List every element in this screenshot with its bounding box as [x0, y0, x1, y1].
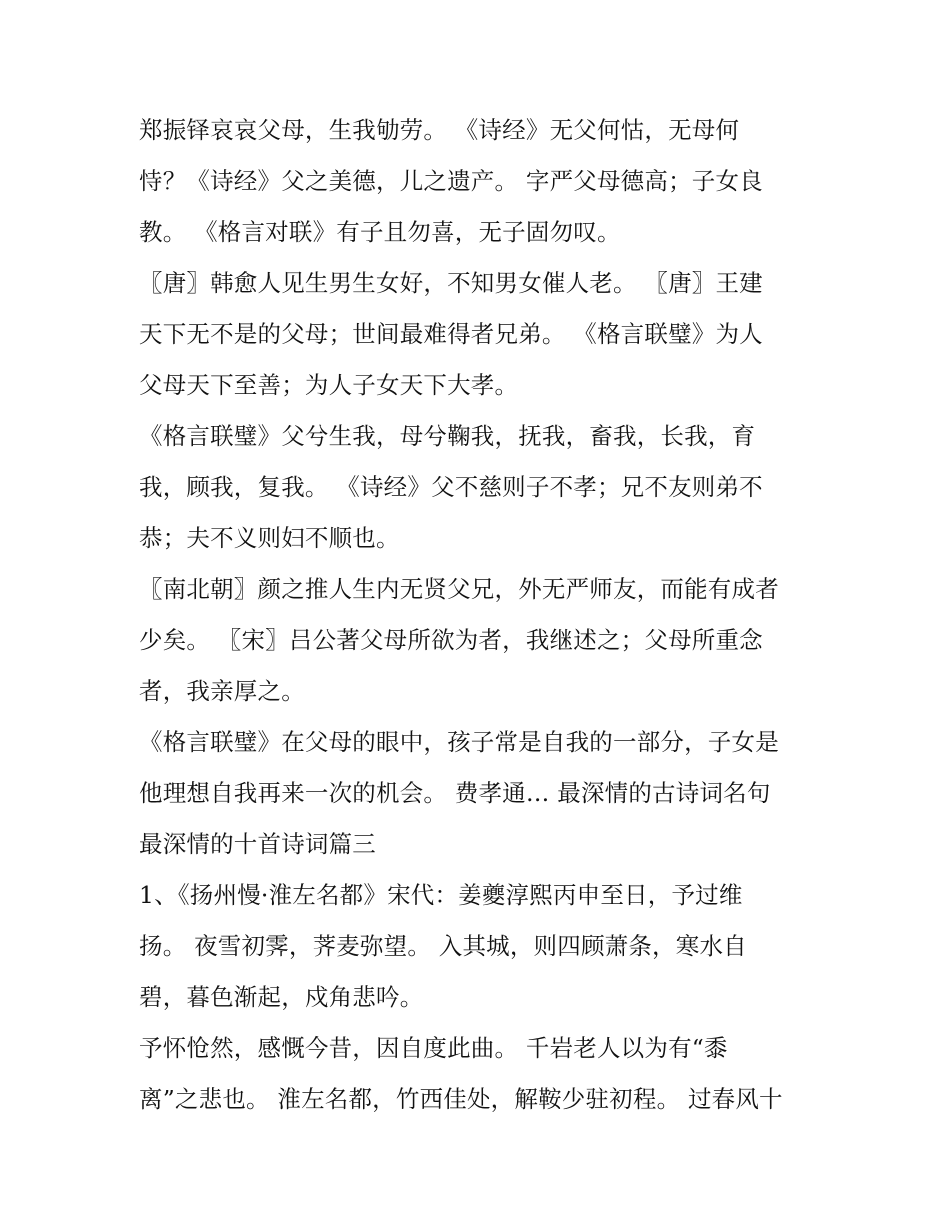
text-line: 〖唐〗韩愈人见生男生女好，不知男女催人老。 〖唐〗王建	[139, 269, 763, 297]
text-line: 予怀怆然，感慨今昔，因自度此曲。 千岩老人以为有“黍	[139, 1034, 728, 1062]
text-line: 〖南北朝〗颜之推人生内无贤父兄，外无严师友，而能有成者	[139, 575, 779, 603]
text-line: 1、《扬州慢·淮左名都》宋代：姜夔淳熙丙申至日，予过维	[139, 881, 743, 909]
text-line: 扬。 夜雪初霁，荠麦弥望。 入其城，则四顾萧条，寒水自	[139, 932, 747, 960]
text-line: 郑振铎哀哀父母，生我劬劳。 《诗经》无父何怙，无母何	[139, 116, 740, 144]
text-line: 教。 《格言对联》有子且勿喜，无子固勿叹。	[139, 218, 621, 246]
text-line: 少矣。 〖宋〗吕公著父母所欲为者，我继述之；父母所重念	[139, 626, 763, 654]
document-body	[139, 105, 819, 1125]
text-line: 父母天下至善；为人子女天下大孝。	[139, 371, 519, 399]
section-heading: 最深情的十首诗词篇三	[139, 830, 376, 858]
text-line: 《格言联璧》在父母的眼中，孩子常是自我的一部分，子女是	[139, 728, 779, 756]
text-line: 者，我亲厚之。	[139, 677, 305, 705]
text-line: 他理想自我再来一次的机会。 费孝通… 最深情的古诗词名句	[139, 779, 771, 807]
text-line: 天下无不是的父母；世间最难得者兄弟。 《格言联璧》为人	[139, 320, 763, 348]
text-line: 我，顾我，复我。 《诗经》父不慈则子不孝；兄不友则弟不	[139, 473, 763, 501]
text-line: 碧，暮色渐起，戍角悲吟。	[139, 983, 424, 1011]
text-line: 《格言联璧》父兮生我，母兮鞠我，抚我，畜我，长我，育	[139, 422, 756, 450]
text-line: 恭；夫不义则妇不顺也。	[139, 524, 400, 552]
text-line: 离”之悲也。 淮左名都，竹西佳处，解鞍少驻初程。 过春风十	[139, 1085, 783, 1113]
text-line: 恃？《诗经》父之美德，儿之遗产。 字严父母德高；子女良	[139, 167, 763, 195]
